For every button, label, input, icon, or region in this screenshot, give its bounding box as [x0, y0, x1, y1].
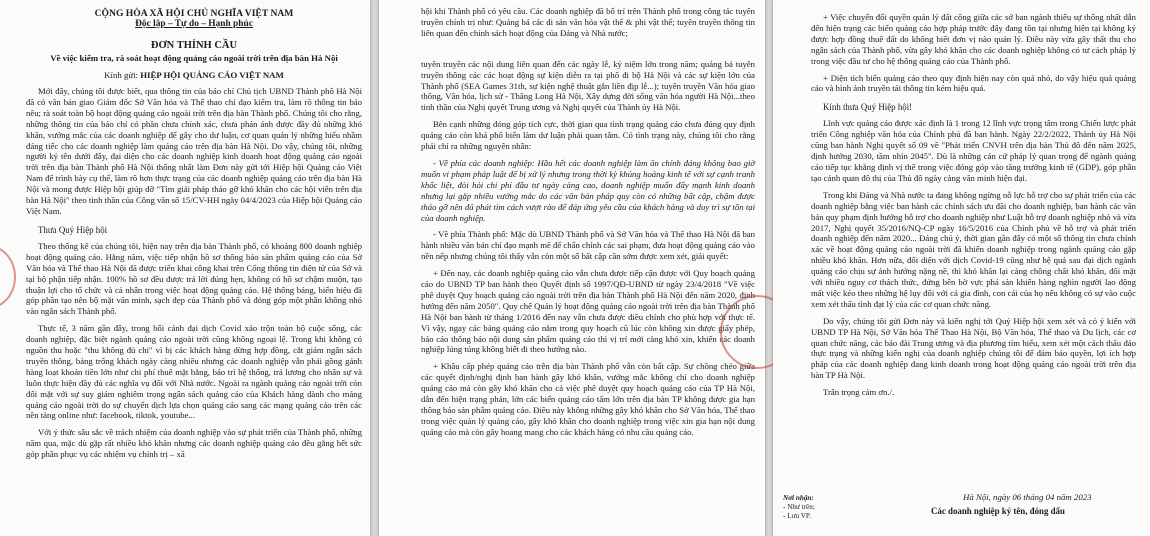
paragraph: Trân trọng cảm ơn./. [823, 387, 895, 398]
recipient-label: Kính gửi: [104, 70, 139, 80]
document-page-1 [0, 0, 370, 536]
paragraph: Với ý thức sâu sắc về trách nhiệm của doanh nghiệp vào sự phát triển của Thành phố, những năm qua, mặc dù gặp rất nhiều khó khăn nhưng các doanh nghiệp quảng cáo đều gắng hết sức góp phần phục vụ các nhiệm vụ chính trị – xã [26, 427, 362, 460]
greeting: Thưa Quý Hiệp hội [38, 224, 108, 235]
paragraph: + Đến nay, các doanh nghiệp quảng cáo vẫn chưa được tiếp cận được với Quy hoạch quảng cáo do UBND TP ban hành theo Quyết định số 1997/QĐ-UBND từ ngày 23/4/2018 "Về việc phê duyệt Quy hoạch quảng cáo ngoài trời trên địa bàn Thành phố Hà Nội đến năm 2020, định hướng đến năm 2050". Quy chế Quản lý hoạt động quảng cáo ngoài trời trên địa bàn Thành phố Hà Nội ban hành từ tháng 1/2016 đến nay vẫn chưa được điều chỉnh cho phù hợp với thực tế. Vì vậy, ngay các bảng quảng cáo nằm trong quy hoạch cũ lúc còn không xin được giấy phép, báo cáo thông báo nội dung sản phẩm quảng cáo thì vị trí mới càng khó xin, khiến các doanh nghiệp lúng túng không biết đi theo hướng nào. [421, 268, 755, 355]
paragraph: Bên cạnh những đóng góp tích cực, thời gian qua tình trạng quảng cáo chưa đúng quy định quảng cáo còn khá phổ biến làm dư luận phải quan tâm. Có tình trạng này, chúng tôi cho rằng phải chỉ ra những nguyên nhân: [421, 119, 755, 152]
paragraph: - Về phía các doanh nghiệp: Hầu hết các doanh nghiệp làm ăn chính đáng không bao giờ muốn vi phạm pháp luật để bị xử lý nhưng trong thời kỳ khủng hoảng kinh tế với sự cạnh tranh khốc liệt, đòi hỏi chi phí đầu tư ngày càng cao, doanh nghiệp muốn đẩy mạnh kinh doanh nhưng lại gặp nhiều vướng mắc do các văn bản pháp quy còn có những bất cập, chậm được tháo gỡ nên đã phát tìm cách vượt rào để đáp ứng yêu cầu của khách hàng và duy trì sự tồn tại của doanh nghiệp. [421, 157, 755, 223]
paragraph: + Việc chuyển đổi quyền quản lý đất công giữa các sở ban ngành thiếu sự thống nhất dẫn đến hiện trạng các biển quảng cáo hợp pháp trước đây đang tồn tại nhưng hiện tại không ký được hợp đồng thuê đất do không biết đơn vị nào quản lý. Điều này vừa gây thất thu cho ngân sách của Thành phố, vừa gây khó khăn cho các doanh nghiệp không có tư cách pháp lý trong việc đầu tư cho hệ thống quảng cáo của Thành phố. [811, 12, 1136, 66]
paragraph: Do vậy, chúng tôi gửi Đơn này và kiến nghị tới Quý Hiệp hội xem xét và có ý kiến với UBND TP Hà Nội, Sở Văn hóa Thể Thao Hà Nội, Bộ Văn hóa, Thể thao và Du lịch, các cơ quan chức năng, các báo đài Trung ương và địa phương tìm hiểu, xem xét một cách thấu đáo thực trạng và những kiến nghị của doanh nghiệp chúng tôi để đảm bảo quyền, lợi ích hợp pháp của các doanh nghiệp đang kinh doanh trong hoạt động quảng cáo ngoài trời trên địa bàn TP Hà Nội. [811, 315, 1136, 381]
recipient-name: HIỆP HỘI QUẢNG CÁO VIỆT NAM [140, 70, 284, 80]
paragraph: Lĩnh vực quảng cáo được xác định là 1 trong 12 lĩnh vực trọng tâm trong Chiến lược phát triển Công nghiệp văn hóa của Chính phủ đã ban hành. Ngày 22/2/2022, Thành ủy Hà Nội cũng ban hành Nghị quyết số 09 về "Phát triển CNVH trên địa bàn Thủ đô đến năm 2025, định hướng 2030, tầm nhìn 2045". Dù là những cản cứ pháp lý quan trọng để ngành quảng cáo tiếp tục khẳng định vị thế trong việc đóng góp vào tăng trưởng kinh tế (GDP), góp phần tạo cảnh quan đô thị của Thủ đô ngày càng văn minh hiện đại. [811, 118, 1136, 183]
greeting: Kính thưa Quý Hiệp hội! [823, 102, 913, 113]
recipients-title: Nơi nhận: [783, 494, 814, 502]
document-title: ĐƠN THỈNH CẦU [150, 40, 238, 51]
paragraph: + Khâu cấp phép quảng cáo trên địa bàn Thành phố vẫn còn bất cập. Sự chồng chéo giữa các quyết định/nghị định ban hành gây khó khăn, vướng mắc không chỉ cho doanh nghiệp quảng cáo mà còn gây khó khăn cho cả việc phê duyệt quy hoạch quảng cáo của TP Hà Nội, dẫn đến hiện trạng phản, lớn các biển quảng cáo tấm lớn trên địa bàn TP không được gia hạn thông báo sản phẩm quảng cáo. Điều này không những gây khó khăn cho Sở Văn hóa, Thể thao trong việc quản lý quảng cáo, gây khó khăn cho doanh nghiệp trong việc xin gia hạn nội dung quảng cáo mà còn gây hoang mang cho các khách hàng có nhu cầu quảng cáo. [421, 361, 755, 437]
paragraph: + Diện tích biển quảng cáo theo quy định hiện nay còn quá nhỏ, do vậy hiệu quả quảng cáo và hình ảnh truyền tải thông tin kém hiệu quả. [811, 72, 1136, 94]
document-subject: Về việc kiểm tra, rà soát hoạt động quảng cáo ngoài trời trên địa bàn Hà Nội [50, 53, 338, 63]
recipient-item: - Lưu VP. [783, 512, 811, 520]
signature-line: Các doanh nghiệp ký tên, đóng dấu [931, 506, 1065, 516]
document-page-3 [773, 0, 1150, 536]
recipients-block [783, 494, 815, 521]
recipient-item: - Như trên; [783, 503, 815, 511]
paragraph: - Về phía Thành phố: Mặc dù UBND Thành phố và Sở Văn hóa và Thể thao Hà Nội đã ban hành nhiều văn bản chỉ đạo mạnh mẽ để chấn chỉnh các sai phạm, đưa hoạt động quảng cáo vào nền nếp nhưng chúng tôi thấy vẫn còn một số bất cập cần sớm được xem xét, giải quyết: [421, 229, 755, 262]
recipient-line [26, 70, 362, 80]
motto: Độc lập – Tự do – Hạnh phúc [135, 19, 253, 29]
nation-header: CỘNG HÒA XÃ HỘI CHỦ NGHĨA VIỆT NAM [94, 8, 294, 19]
paragraph: Mới đây, chúng tôi được biết, qua thông tin của báo chí Chủ tịch UBND Thành phố Hà Nội đã có văn bản giao Giám đốc Sở Văn hóa và Thể thao chỉ đạo kiểm tra, làm rõ thông tin báo nêu; rà soát toàn bộ hoạt động quảng cáo ngoài trời trên địa bàn Thành phố. Chúng tôi cho rằng, những thông tin của báo chí có phần chưa chính xác, chưa phản ánh được đầy đủ những khó khăn, vướng mắc của các doanh nghiệp để gây cho dư luận, cơ quan quản lý những hiểu nhầm đáng tiếc cho các doanh nghiệp làm quảng cáo trên địa bàn Hà Nội. Do vậy, chúng tôi, những người ký tên dưới đây, đại diện cho các doanh nghiệp kinh doanh hoạt động quảng cáo ngoài trời trên địa bàn Thành phố Hà Nội thống nhất làm Đơn này gửi tới Hiệp hội Quảng cáo Việt Nam để trình bày cụ thể, làm rõ hơn thực trạng của các doanh nghiệp quảng cáo trên địa bàn Hà Nội và mong được Hiệp hội giúp đỡ "Tìm giải pháp tháo gỡ khó khăn cho các hội viên trên địa bàn Hà Nội" theo tinh thần của Công văn số 15/CV-HH ngày 04/4/2023 của Hiệp hội Quảng cáo Việt Nam. [26, 86, 362, 216]
place-date: Hà Nội, ngày 06 tháng 04 năm 2023 [963, 492, 1092, 502]
paragraph: Theo thống kê của chúng tôi, hiện nay trên địa bàn Thành phố, có khoảng 800 doanh nghiệp hoạt động quảng cáo. Hằng năm, việc tiếp nhận hồ sơ thông báo sản phẩm quảng cáo của Sở Văn hóa và Thể thao Hà Nội đã được triển khai công khai trên Cổng thông tin điện tử của Sở và tại bộ phận tiếp nhận. 100% hồ sơ đều được trả lời đúng hẹn, không có hồ sơ chậm muộn, tạo thuận lợi cho tổ chức và cá nhân trong việc hoạt động quảng cáo. Hệ thống bảng, biển hiệu đã góp phần tạo nên bộ mặt văn minh, sạch đẹp của Thành phố và đóng góp một phần không nhỏ vào ngân sách Thành phố. [26, 240, 362, 317]
paragraph: hội khi Thành phố có yêu cầu. Các doanh nghiệp đã bố trí trên Thành phố trong công tác tuyên truyền chính trị như: Quảng bá các di sản văn hóa vật thể & phi vật thể; tuyên truyền thông tin liên quan đến chính sách hoạt động của Đảng và Nhà nước; [421, 6, 755, 38]
paragraph: Trong khi Đảng và Nhà nước ta đang không ngừng nỗ lực hỗ trợ cho sự phát triển của các doanh nghiệp bằng việc ban hành các chính sách ưu đãi cho doanh nghiệp, ban hành các văn bản quy phạm định hướng hỗ trợ cho doanh nghiệp như Luật hỗ trợ doanh nghiệp nhỏ và vừa 2017, Nghị quyết 35/2016/NQ-CP ngày 16/5/2016 của Chính phủ về hỗ trợ và phát triển doanh nghiệp đến năm 2020... Đáng chú ý, thời gian gần đây có một số thông tin chưa chính xác về hoạt động quảng cáo ngoài trời đã khiến doanh nghiệp trong ngành quảng cáo gặp nhiều khó khăn. Hơn nữa, đối diện với dịch Covid-19 cũng như hệ quả sau đại dịch ngành quảng cáo chịu sự ảnh hưởng nặng nề, thì khó khăn lại càng chồng chất khó khăn, đối mặt với nhiều nguy cơ thách thức, đứng bên bờ vực phá sản khiến hàng nghìn người lao động mất việc kéo theo những hệ lụy đối với cả gia đình, con cái của họ nếu không có sự vào cuộc xem xét thấu tình đạt lý của các cơ quan chức năng. [811, 189, 1136, 309]
paragraph: tuyên truyền các nội dung liên quan đến các ngày lễ, kỷ niệm lớn trong năm; quảng bá tuyên truyền thông các các hoạt động sự kiện diễn ra tại phố đi bộ Hà Nội và các sự kiện lớn của Thành phố (SEA Games 31th, sự kiện nghệ thuật gắn liền địp lễ...); tuyên truyền Văn hóa giao thông, Văn hóa, lịch sử - Thăng Long Hà Nội, Xây dựng đời sống văn hóa người Hà Nội...theo tinh thần của Nghị quyết Trung ương và Nghị quyết của Thành ủy Hà Nội. [421, 58, 755, 113]
document-page-2 [379, 0, 765, 536]
paragraph: Thực tế, 3 năm gần đây, trong bối cảnh đại dịch Covid xảo trộn toàn bộ cuộc sống, các doanh nghiệp, đặc biệt ngành quảng cáo ngoài trời cũng không ngoại lệ. Trong khi không có nguồn thu hoặc "thu không đủ chi" vì bị các khách hàng dừng hợp đồng, cắt giảm ngân sách truyền thông, bảng trống khách ngày càng nhiều nhưng các doanh nghiệp vẫn phải gồng gánh hàng loạt khoản tiền lớn như chi phí thuê mặt bằng, bảo trì hệ thống, trả lương cho nhân sự và luôn thực hiện đầy đủ các nghĩa vụ đối với Nhà nước. Ngoài ra ngành quảng cáo ngoài trời còn đối mặt với sự suy giảm nghiêm trọng ngân sách quảng cáo của Khách hàng dành cho mảng quảng cáo ngoài trời do sự chuyển dịch lựa chọn quảng cáo sang các mạng quảng cáo trên các nền tảng online như: facebook, tiktok, youtube... [26, 323, 362, 421]
